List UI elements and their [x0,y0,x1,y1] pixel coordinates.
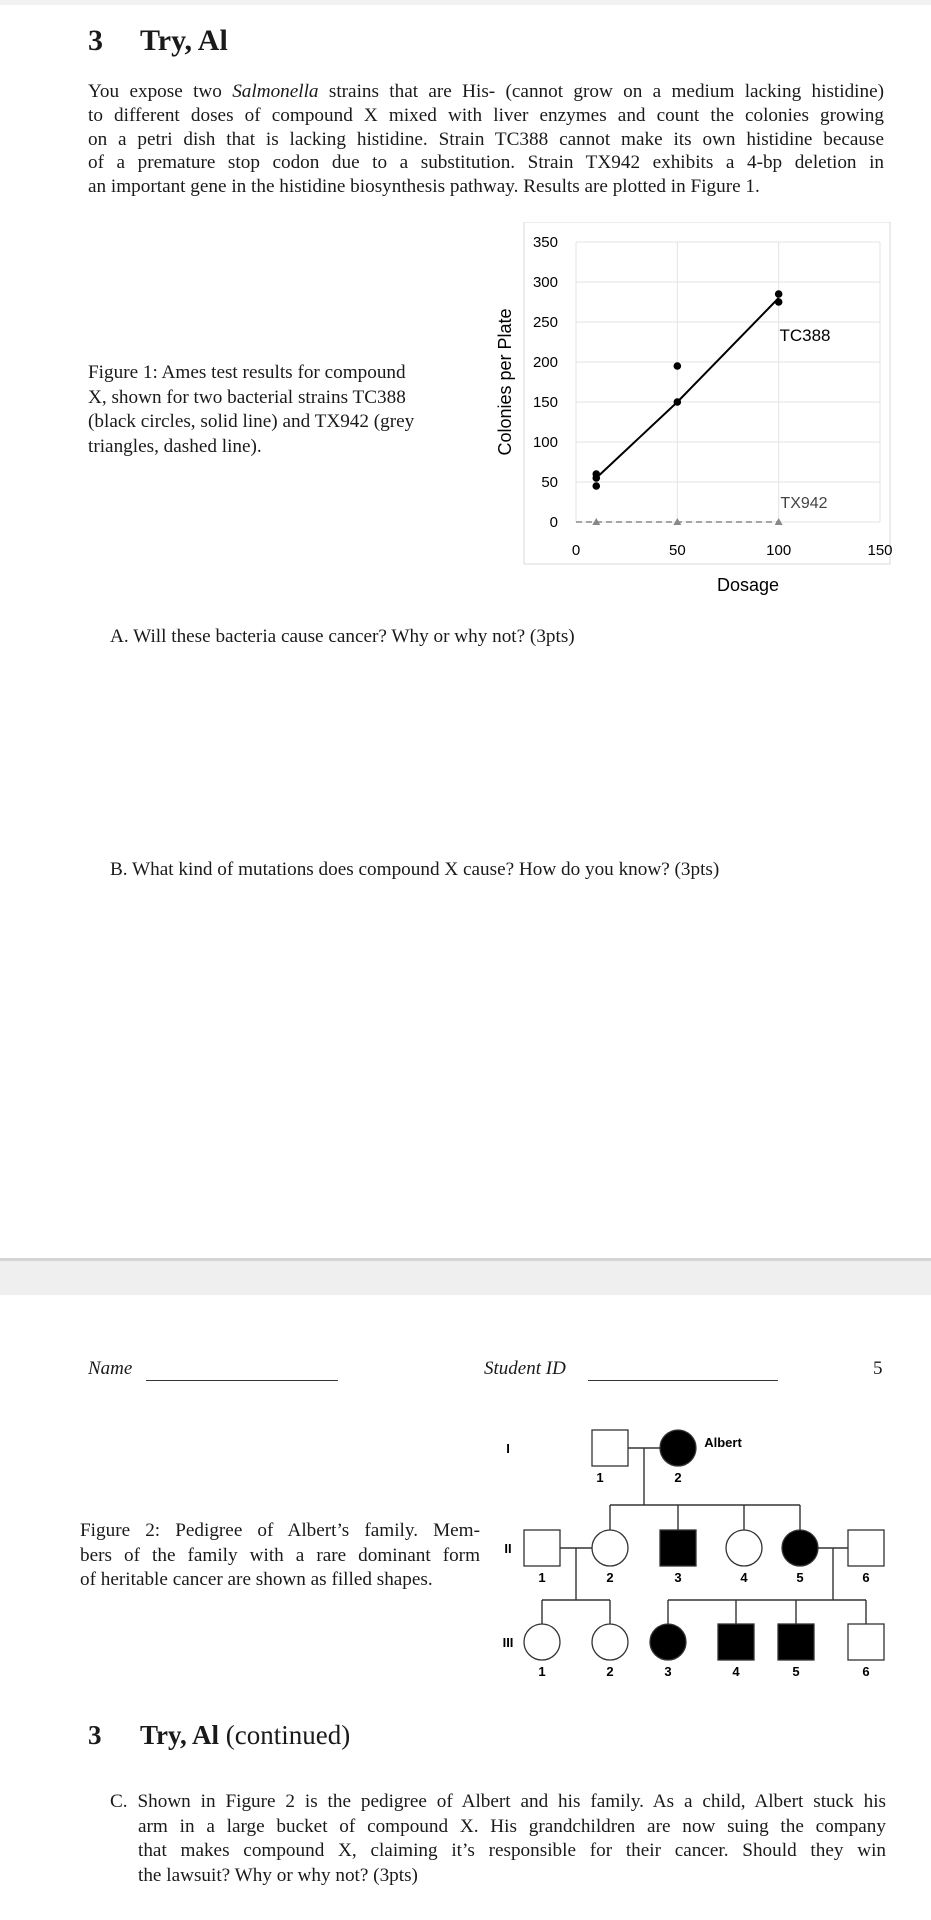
pedigree-III-4 [718,1624,754,1660]
x-axis-title: Dosage [716,575,780,595]
person-id-label: 5 [796,1570,804,1585]
person-id-label: 4 [732,1664,740,1679]
intro-line [88,80,884,104]
generation-label: I [506,1441,510,1456]
person-id-label: 2 [606,1664,614,1679]
person-id-label: 1 [596,1470,604,1485]
chart-border [524,222,893,564]
y-tick-label: 150 [532,394,558,411]
y-tick-label: 300 [532,274,558,291]
generation-label: II [504,1541,512,1556]
y-tick-label: 50 [541,474,558,491]
person-id-label: 3 [674,1570,682,1585]
intro-line: on a petri dish that is lacking histidine. Strain TC388 cannot make its own histidine because [88,128,884,150]
pedigree-II-3 [660,1530,696,1566]
data-point-tc388 [775,298,783,306]
intro-line: an important gene in the histidine biosynthesis pathway. Results are plotted in Figure 1. [88,176,760,198]
pedigree-III-1 [524,1624,560,1660]
figure1-caption: Figure 1: Ames test results for compound X, shown for two bacterial strains TC388 (black circles, solid line) and TX942 (grey triangles, dashed line). [88,362,415,457]
student-id-line[interactable] [588,1380,778,1381]
person-id-label: 5 [792,1664,800,1679]
top-edge [0,0,931,5]
pedigree-III-5 [778,1624,814,1660]
data-point-tc388 [592,470,600,478]
data-point-tc388 [775,290,783,298]
x-tick-label: 50 [668,542,686,559]
pedigree-I-1 [592,1430,628,1466]
pedigree-III-6 [848,1624,884,1660]
x-tick-label: 0 [571,542,581,559]
person-id-label: 1 [538,1664,546,1679]
intro-paragraph [88,80,884,199]
person-id-label: 3 [664,1664,672,1679]
y-axis-title: Colonies per Plate [495,308,515,456]
pedigree-chart [480,1420,900,1690]
name-label: Name [88,1358,133,1379]
x-tick-label: 150 [867,542,893,559]
albert-label: Albert [704,1435,742,1450]
y-tick-label: 250 [532,314,558,331]
question-b: B. What kind of mutations does compound X cause? How do you know? (3pts) [110,859,720,880]
person-id-label: 6 [862,1664,870,1679]
intro-line: to different doses of compound X mixed with liver enzymes and count the colonies growing [88,104,884,126]
pedigree-III-2 [592,1624,628,1660]
generation-label: III [502,1635,514,1650]
question-c: C. Shown in Figure 2 is the pedigree of Albert and his family. As a child, Albert stuck his arm in a large bucket of compound X. His grandchildren are now suing the company that makes compound X, claiming it’s responsible for their cancer. Should they win the lawsuit? Why or why not? (3pts) [110,1791,886,1886]
y-tick-label: 350 [532,234,558,251]
name-line[interactable] [146,1380,338,1381]
section-number: 3 [88,24,103,57]
page-break [0,1258,931,1295]
x-tick-label: 100 [766,542,792,559]
data-point-tc388 [592,482,600,490]
section-title-continued: Try, Al (continued) [140,1720,351,1750]
y-tick-label: 200 [532,354,558,371]
student-id-label: Student ID [484,1358,566,1379]
intro-line-1: You expose two Salmonella strains that are His- (cannot grow on a medium lacking histidine) [88,81,885,102]
pedigree-II-6 [848,1530,884,1566]
section-number-continued: 3 [88,1720,102,1750]
person-id-label: 1 [538,1570,546,1585]
pedigree-II-2 [592,1530,628,1566]
pedigree-I-2 [660,1430,696,1466]
data-point-tc388 [674,398,682,406]
person-id-label: 2 [606,1570,614,1585]
series-line-tc388 [596,298,778,478]
data-point-tc388 [674,362,682,370]
series-label-tc388: TC388 [779,326,831,345]
pedigree-II-5 [782,1530,818,1566]
pedigree-II-1 [524,1530,560,1566]
person-id-label: 2 [674,1470,682,1485]
figure2-caption: Figure 2: Pedigree of Albert’s family. Mem- bers of the family with a rare dominant form of heritable cancer are shown as filled shapes. [80,1520,480,1591]
series-label-tx942: TX942 [780,495,828,512]
question-a: A. Will these bacteria cause cancer? Why or why not? (3pts) [110,626,575,647]
pedigree-III-3 [650,1624,686,1660]
pedigree-II-4 [726,1530,762,1566]
person-id-label: 6 [862,1570,870,1585]
person-id-label: 4 [740,1570,748,1585]
y-tick-label: 0 [549,514,558,531]
page-number: 5 [873,1358,883,1379]
y-tick-label: 100 [532,434,558,451]
ames-chart [480,222,900,602]
intro-line: of a premature stop codon due to a substitution. Strain TX942 exhibits a 4-bp deletion in [88,152,884,174]
section-title: Try, Al [140,24,228,57]
